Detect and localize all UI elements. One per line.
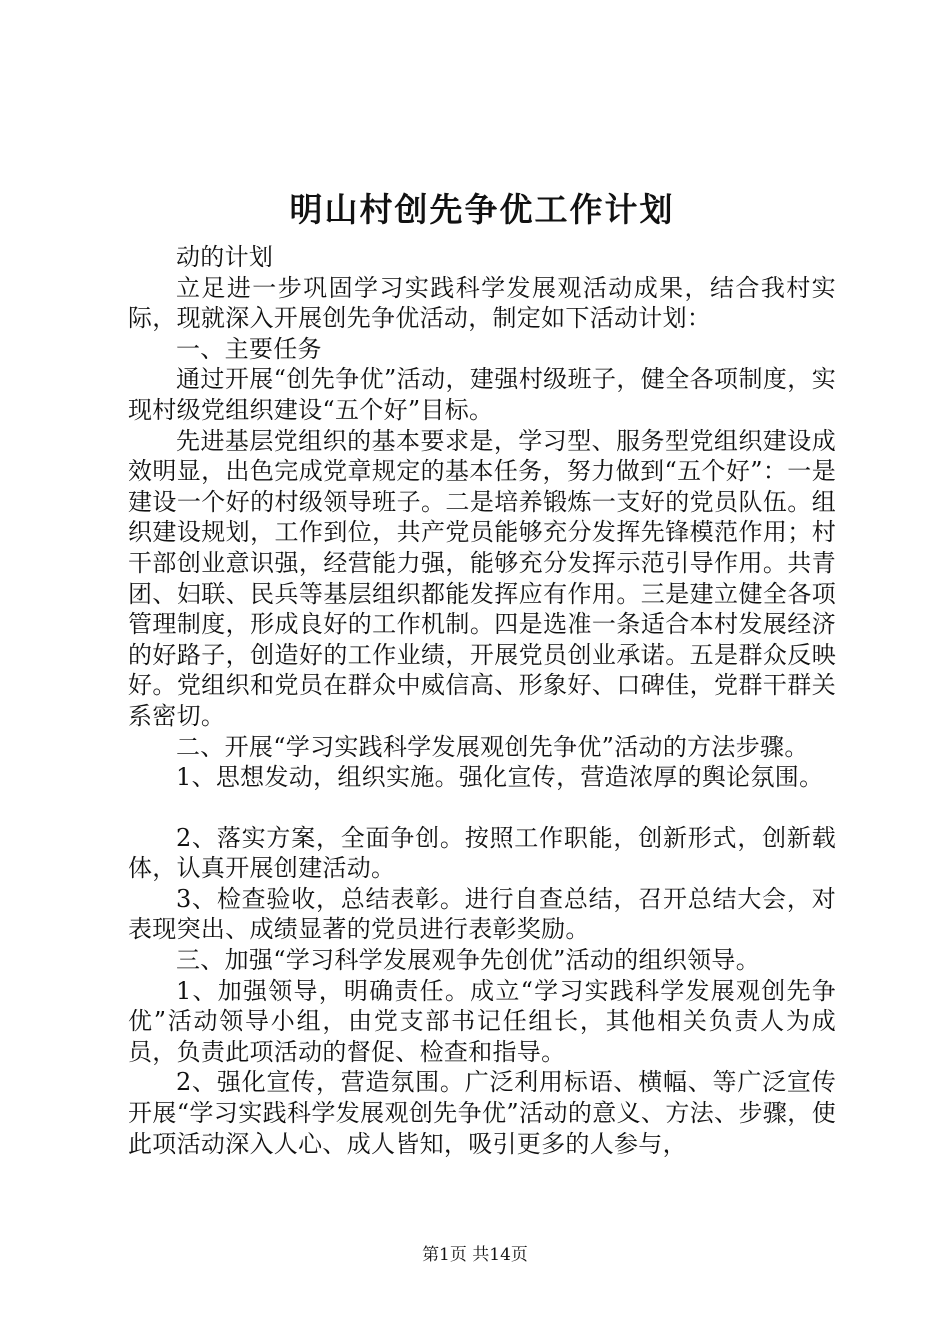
document-page: [128, 176, 836, 1159]
paragraph-intro: 立足进一步巩固学习实践科学发展观活动成果，结合我村实际，现就深入开展创先争优活动，制定如下活动计划：: [128, 273, 836, 333]
paragraph-intro-fragment: 动的计划: [176, 243, 274, 271]
list-item-method-2: 2、落实方案，全面争创。按照工作职能，创新形式，创新载体，认真开展创建活动。: [128, 823, 836, 883]
page-footer: 第1页 共14页: [422, 1245, 528, 1265]
list-item-method-1: 1、思想发动，组织实施。强化宣传，营造浓厚的舆论氛围。: [176, 763, 824, 792]
document-title: 明山村创先争优工作计划: [289, 190, 675, 229]
list-item-method-3: 3、检查验收，总结表彰。进行自查总结，召开总结大会，对表现突出、成绩显著的党员进行表彰奖励。: [128, 884, 836, 944]
list-item-leadership-2: 2、强化宣传，营造氛围。广泛利用标语、横幅、等广泛宣传开展“学习实践科学发展观创先争优”活动的意义、方法、步骤，使此项活动深入人心、成人皆知，吸引更多的人参与，: [128, 1068, 836, 1158]
heading-main-tasks: 一、主要任务: [176, 334, 322, 363]
heading-leadership: 三、加强“学习科学发展观争先创优”活动的组织领导。: [176, 946, 761, 975]
list-item-leadership-1: 1、加强领导，明确责任。成立“学习实践科学发展观创先争优”活动领导小组，由党支部书记任组长，其他相关负责人为成员，负责此项活动的督促、检查和指导。: [128, 976, 836, 1066]
document-body: [128, 242, 836, 1159]
heading-methods: 二、开展“学习实践科学发展观创先争优”活动的方法步骤。: [176, 732, 809, 761]
paragraph-requirements: 先进基层党组织的基本要求是，学习型、服务型党组织建设成效明显，出色完成党章规定的基本任务，努力做到“五个好”：一是建设一个好的村级领导班子。二是培养锻炼一支好的党员队伍。组织建设规划，工作到位，共产党员能够充分发挥先锋模范作用；村干部创业意识强，经营能力强，能够充分发挥示范引导作用。共青团、妇联、民兵等基层组织都能发挥应有作用。三是建立健全各项管理制度，形成良好的工作机制。四是选准一条适合本村发展经济的好路子，创造好的工作业绩，开展党员创业承诺。五是群众反映好。党组织和党员在群众中威信高、形象好、口碑佳，党群干群关系密切。: [128, 426, 836, 730]
paragraph-goal: 通过开展“创先争优”活动，建强村级班子，健全各项制度，实现村级党组织建设“五个好”目标。: [128, 365, 836, 424]
